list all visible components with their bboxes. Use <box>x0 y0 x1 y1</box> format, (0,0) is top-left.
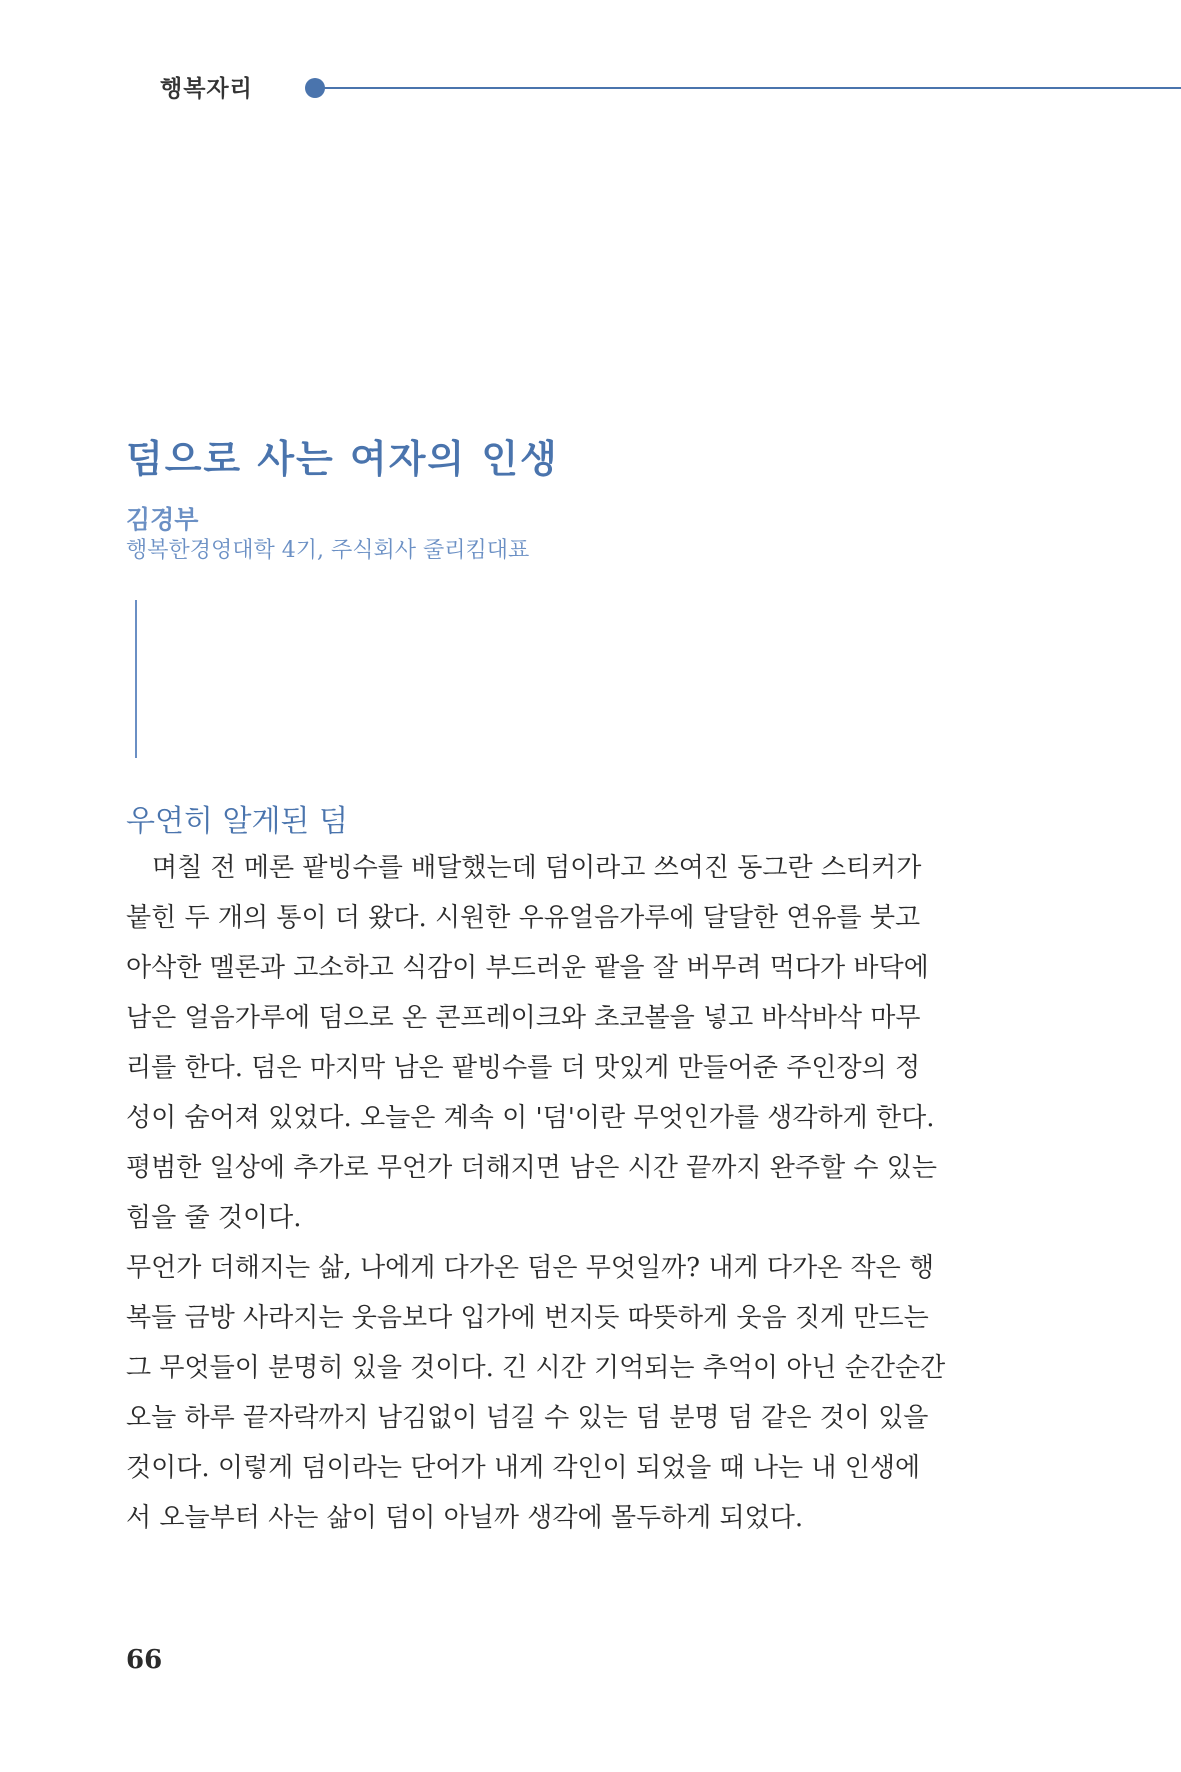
article-title: 덤으로 사는 여자의 인생 <box>126 437 559 481</box>
body-line: 성이 숨어져 있었다. 오늘은 계속 이 '덤'이란 무엇인가를 생각하게 한다. <box>126 1103 935 1133</box>
section-label: 행복자리 <box>160 76 253 102</box>
body-line: 복들 금방 사라지는 웃음보다 입가에 번지듯 따뜻하게 웃음 짓게 만드는 <box>126 1303 929 1333</box>
article-body <box>126 843 1006 1543</box>
body-line: 아삭한 멜론과 고소하고 식감이 부드러운 팥을 잘 버무려 먹다가 바닥에 <box>126 953 929 983</box>
decorative-vertical-rule <box>135 600 137 758</box>
body-line: 며칠 전 메론 팥빙수를 배달했는데 덤이라고 쓰여진 동그란 스티커가 <box>152 853 922 883</box>
author-name: 김경부 <box>126 505 199 534</box>
body-line: 무언가 더해지는 삶, 나에게 다가온 덤은 무엇일까? 내게 다가온 작은 행 <box>126 1253 935 1283</box>
author-affiliation: 행복한경영대학 4기, 주식회사 줄리킴대표 <box>126 538 530 563</box>
body-line: 평범한 일상에 추가로 무언가 더해지면 남은 시간 끝까지 완주할 수 있는 <box>126 1153 938 1183</box>
body-line: 남은 얼음가루에 덤으로 온 콘프레이크와 초코볼을 넣고 바삭바삭 마무 <box>126 1003 921 1033</box>
body-line: 서 오늘부터 사는 삶이 덤이 아닐까 생각에 몰두하게 되었다. <box>126 1503 804 1533</box>
section-heading: 우연히 알게된 덤 <box>126 804 348 839</box>
body-line: 것이다. 이렇게 덤이라는 단어가 내게 각인이 되었을 때 나는 내 인생에 <box>126 1453 921 1483</box>
header-rule <box>322 87 1181 89</box>
body-line: 리를 한다. 덤은 마지막 남은 팥빙수를 더 맛있게 만들어준 주인장의 정 <box>126 1053 921 1083</box>
page-number: 66 <box>126 1645 163 1675</box>
body-line: 힘을 줄 것이다. <box>126 1203 302 1233</box>
body-line: 붙힌 두 개의 통이 더 왔다. 시원한 우유얼음가루에 달달한 연유를 붓고 <box>126 903 921 933</box>
body-line: 그 무엇들이 분명히 있을 것이다. 긴 시간 기억되는 추억이 아닌 순간순간 <box>126 1353 946 1383</box>
body-line: 오늘 하루 끝자락까지 남김없이 넘길 수 있는 덤 분명 덤 같은 것이 있을 <box>126 1403 929 1433</box>
